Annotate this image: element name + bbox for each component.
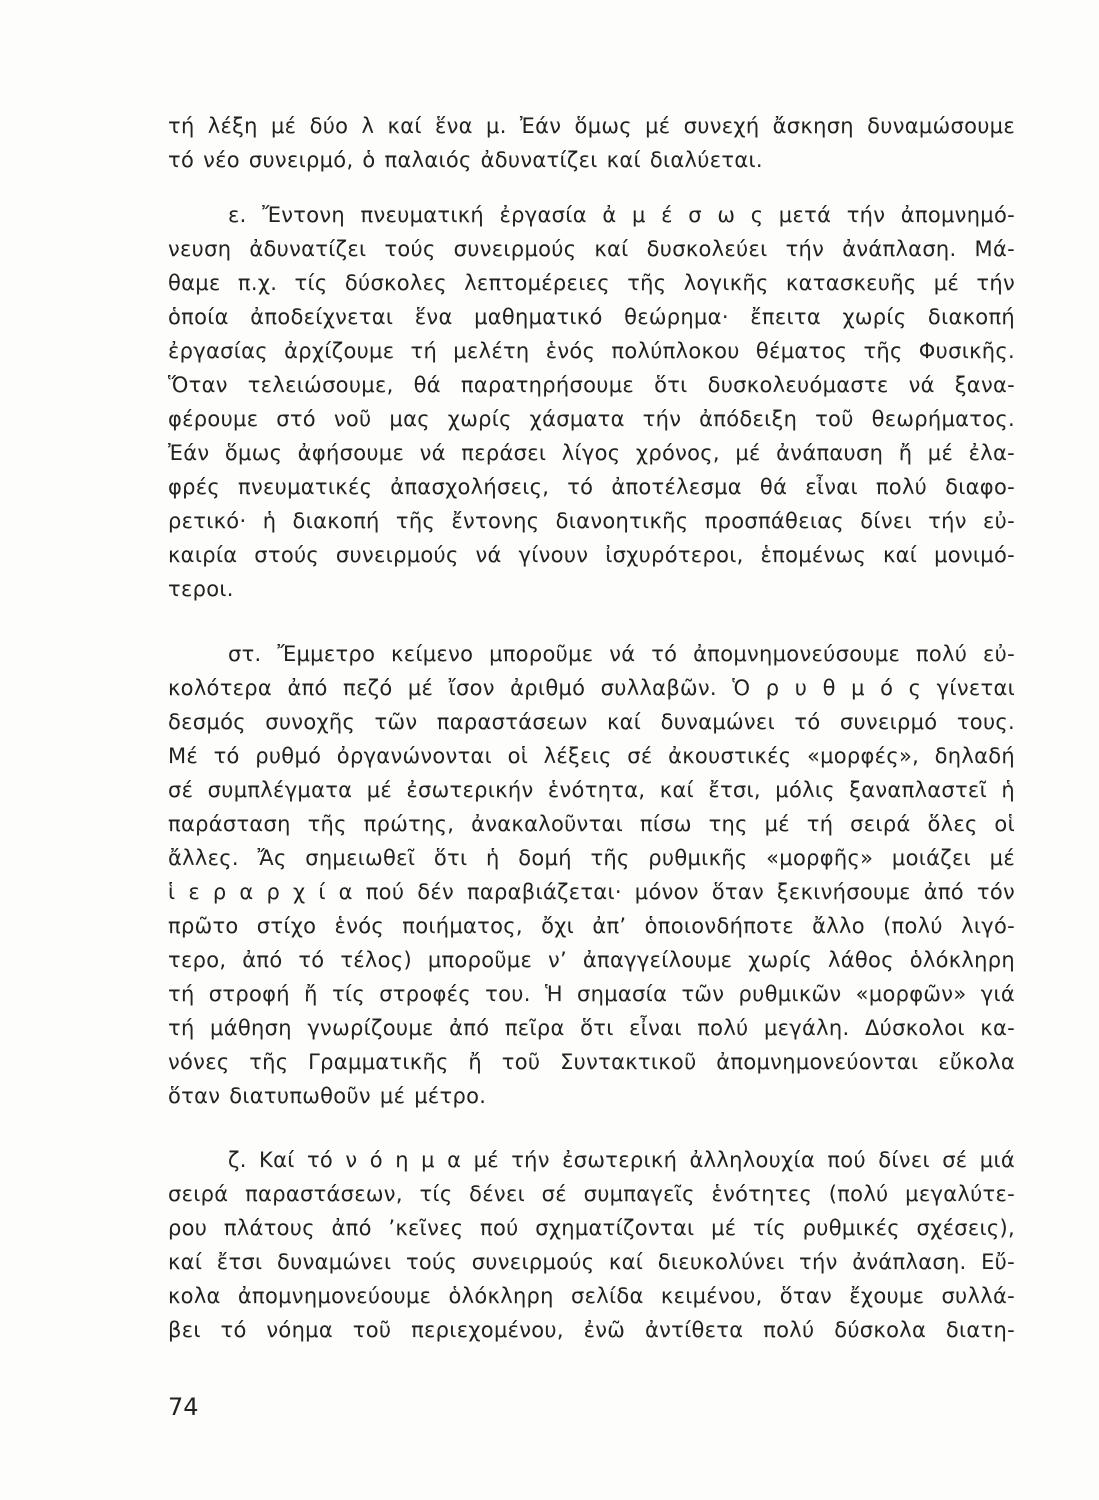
text-line: τή στροφή ἤ τίς στροφές του. Ἡ σημασία τῶν ρυθμικῶν «μορφῶν» γιά: [168, 982, 1015, 1006]
text-line: φέρουμε στό νοῦ μας χωρίς χάσματα τήν ἀπόδειξη τοῦ θεωρήματος.: [168, 407, 1015, 431]
text-line: κολα ἀπομνημονεύουμε ὁλόκληρη σελίδα κειμένου, ὅταν ἔχουμε συλλά-: [168, 1284, 1015, 1308]
text-line: ὅταν διατυπωθοῦν μέ μέτρο.: [168, 1084, 487, 1108]
text-line: πρῶτο στίχο ἑνός ποιήματος, ὄχι ἀπ’ ὁποιονδήποτε ἄλλο (πολύ λιγό-: [168, 914, 1015, 938]
text-line: τή μάθηση γνωρίζουμε ἀπό πεῖρα ὅτι εἶναι πολύ μεγάλη. Δύσκολοι κα-: [168, 1016, 1015, 1040]
paragraph-z-first-line: ζ. Καί τό ν ό η μ α μέ τήν ἐσωτερική ἀλληλουχία πού δίνει σέ μιά: [228, 1148, 1015, 1172]
paragraph-e-first-line: ε. Ἔντονη πνευματική ἐργασία ἀ μ έ σ ω ς μετά τήν ἀπομνημό-: [228, 203, 1015, 227]
text-line: σειρά παραστάσεων, τίς δένει σέ συμπαγεῖς ἑνότητες (πολύ μεγαλύτε-: [168, 1182, 1015, 1206]
text-line: ἱ ε ρ α ρ χ ί α πού δέν παραβιάζεται· μόνον ὅταν ξεκινήσουμε ἀπό τόν: [168, 880, 1015, 904]
text-line: δεσμός συνοχῆς τῶν παραστάσεων καί δυναμώνει τό συνειρμό τους.: [168, 710, 1015, 734]
text-line: Μέ τό ρυθμό ὀργανώνονται οἱ λέξεις σέ ἀκουστικές «μορφές», δηλαδή: [168, 744, 1015, 768]
paragraph-st-first-line: στ. Ἔμμετρο κείμενο μποροῦμε νά τό ἀπομνημονεύσουμε πολύ εὐ-: [228, 642, 1015, 666]
text-line: Ὅταν τελειώσουμε, θά παρατηρήσουμε ὅτι δυσκολευόμαστε νά ξανα-: [168, 373, 1015, 397]
text-line: παράσταση τῆς πρώτης, ἀνακαλοῦνται πίσω της μέ τή σειρά ὅλες οἱ: [168, 812, 1015, 836]
text-line: βει τό νόημα τοῦ περιεχομένου, ἐνῶ ἀντίθετα πολύ δύσκολα διατη-: [168, 1318, 1015, 1342]
text-line: ἄλλες. Ἄς σημειωθεῖ ὅτι ἡ δομή τῆς ρυθμικῆς «μορφῆς» μοιάζει μέ: [168, 846, 1015, 870]
text-line: Ἐάν ὅμως ἀφήσουμε νά περάσει λίγος χρόνος, μέ ἀνάπαυση ἤ μέ ἐλα-: [168, 441, 1015, 465]
text-line: τή λέξη μέ δύο λ καί ἕνα μ. Ἐάν ὅμως μέ συνεχή ἄσκηση δυναμώσουμε: [168, 114, 1015, 138]
page-number: 74: [168, 1393, 199, 1421]
text-line: ὁποία ἀποδείχνεται ἕνα μαθηματικό θεώρημα· ἔπειτα χωρίς διακοπή: [168, 305, 1015, 329]
text-line: τερο, ἀπό τό τέλος) μποροῦμε ν’ ἀπαγγείλουμε χωρίς λάθος ὁλόκληρη: [168, 948, 1015, 972]
text-line: τό νέο συνειρμό, ὁ παλαιός ἀδυνατίζει καί διαλύεται.: [168, 148, 763, 172]
text-line: ρου πλάτους ἀπό ’κεῖνες πού σχηματίζονται μέ τίς ρυθμικές σχέσεις),: [168, 1216, 1015, 1240]
text-line: ἐργασίας ἀρχίζουμε τή μελέτη ἑνός πολύπλοκου θέματος τῆς Φυσικῆς.: [168, 339, 1015, 363]
text-line: νόνες τῆς Γραμματικῆς ἤ τοῦ Συντακτικοῦ ἀπομνημονεύονται εὔκολα: [168, 1050, 1015, 1074]
text-line: νευση ἀδυνατίζει τούς συνειρμούς καί δυσκολεύει τήν ἀνάπλαση. Μά-: [168, 237, 1015, 261]
text-line: φρές πνευματικές ἀπασχολήσεις, τό ἀποτέλεσμα θά εἶναι πολύ διαφο-: [168, 475, 1015, 499]
text-line: τεροι.: [168, 577, 234, 601]
text-line: κολότερα ἀπό πεζό μέ ἴσον ἀριθμό συλλαβῶν. Ὁ ρ υ θ μ ό ς γίνεται: [168, 676, 1015, 700]
text-line: καιρία στούς συνειρμούς νά γίνουν ἰσχυρότεροι, ἑπομένως καί μονιμό-: [168, 543, 1015, 567]
text-line: θαμε π.χ. τίς δύσκολες λεπτομέρειες τῆς λογικῆς κατασκευῆς μέ τήν: [168, 271, 1015, 295]
text-line: σέ συμπλέγματα μέ ἐσωτερικήν ἑνότητα, καί ἔτσι, μόλις ξαναπλαστεῖ ἡ: [168, 778, 1015, 802]
text-line: καί ἔτσι δυναμώνει τούς συνειρμούς καί διευκολύνει τήν ἀνάπλαση. Εὔ-: [168, 1250, 1015, 1274]
text-line: ρετικό· ἡ διακοπή τῆς ἔντονης διανοητικῆς προσπάθειας δίνει τήν εὐ-: [168, 509, 1015, 533]
